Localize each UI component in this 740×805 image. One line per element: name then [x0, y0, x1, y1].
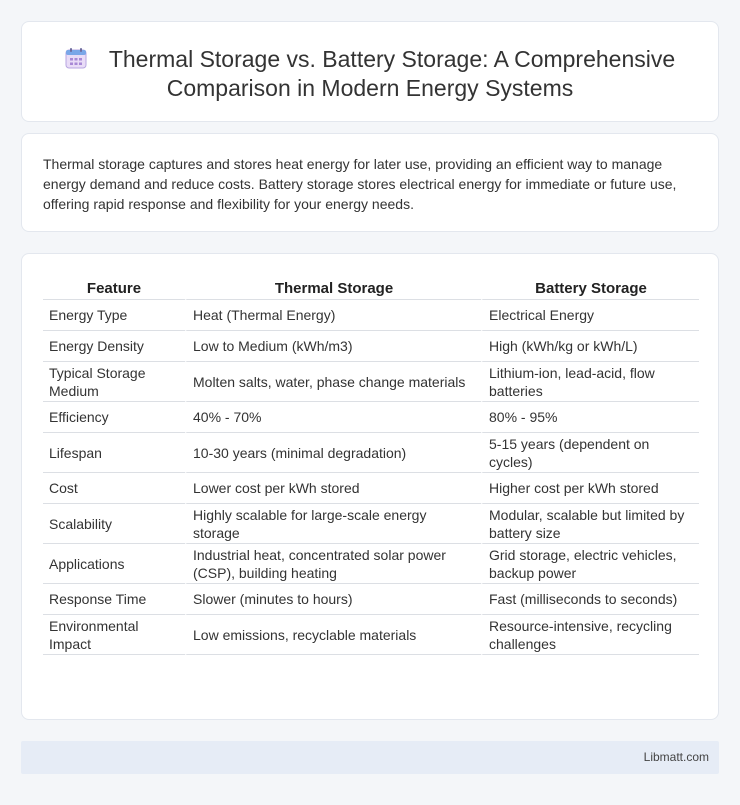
feature-cell: Applications: [43, 544, 185, 584]
feature-cell: Efficiency: [43, 402, 185, 433]
title-line-1: Thermal Storage vs. Battery Storage: A Comprehensive: [108, 46, 676, 72]
table-row: [43, 402, 699, 433]
header-card: [21, 21, 719, 122]
intro-text: Thermal storage captures and stores heat energy for later use, providing an efficient way to manage energy demand and reduce costs. Battery storage stores electrical energy for immediate or future use, offering rapid response and flexibility for your energy needs.: [43, 156, 677, 212]
feature-cell: Response Time: [43, 584, 185, 615]
thermal-cell: Highly scalable for large-scale energy storage: [185, 504, 481, 544]
battery-cell: Lithium-ion, lead-acid, flow batteries: [481, 362, 699, 402]
feature-cell: Energy Type: [43, 300, 185, 331]
intro-card: [21, 133, 719, 232]
footer: [21, 741, 719, 774]
thermal-cell: 10-30 years (minimal degradation): [185, 433, 481, 473]
comparison-table: [43, 276, 699, 655]
thermal-cell: Heat (Thermal Energy): [185, 300, 481, 331]
feature-cell: Lifespan: [43, 433, 185, 473]
feature-cell: Environmental Impact: [43, 615, 185, 655]
thermal-cell: Lower cost per kWh stored: [185, 473, 481, 504]
table-row: [43, 331, 699, 362]
footer-site-link[interactable]: Libmatt.com: [643, 750, 709, 764]
battery-cell: Grid storage, electric vehicles, backup power: [481, 544, 699, 584]
table-row: [43, 300, 699, 331]
feature-cell: Cost: [43, 473, 185, 504]
thermal-cell: 40% - 70%: [185, 402, 481, 433]
table-row: [43, 544, 699, 584]
title-line-2: Comparison in Modern Energy Systems: [166, 75, 574, 101]
battery-cell: Fast (milliseconds to seconds): [481, 584, 699, 615]
table-row: [43, 615, 699, 655]
battery-cell: 5-15 years (dependent on cycles): [481, 433, 699, 473]
feature-cell: Energy Density: [43, 331, 185, 362]
battery-cell: High (kWh/kg or kWh/L): [481, 331, 699, 362]
calendar-icon: [65, 47, 87, 69]
thermal-cell: Industrial heat, concentrated solar power (CSP), building heating: [185, 544, 481, 584]
table-row: [43, 473, 699, 504]
table-row: [43, 584, 699, 615]
thermal-cell: Molten salts, water, phase change materials: [185, 362, 481, 402]
table-row: [43, 362, 699, 402]
table-row: [43, 504, 699, 544]
thermal-cell: Low emissions, recyclable materials: [185, 615, 481, 655]
battery-cell: Modular, scalable but limited by battery size: [481, 504, 699, 544]
table-row: [43, 433, 699, 473]
header-feature: Feature: [43, 276, 185, 300]
header-battery: Battery Storage: [481, 276, 699, 300]
battery-cell: Resource-intensive, recycling challenges: [481, 615, 699, 655]
thermal-cell: Slower (minutes to hours): [185, 584, 481, 615]
table-header-row: [43, 276, 699, 300]
feature-cell: Typical Storage Medium: [43, 362, 185, 402]
battery-cell: Electrical Energy: [481, 300, 699, 331]
page-title: [22, 45, 718, 103]
header-thermal: Thermal Storage: [185, 276, 481, 300]
comparison-card: [21, 253, 719, 720]
feature-cell: Scalability: [43, 504, 185, 544]
battery-cell: 80% - 95%: [481, 402, 699, 433]
battery-cell: Higher cost per kWh stored: [481, 473, 699, 504]
thermal-cell: Low to Medium (kWh/m3): [185, 331, 481, 362]
